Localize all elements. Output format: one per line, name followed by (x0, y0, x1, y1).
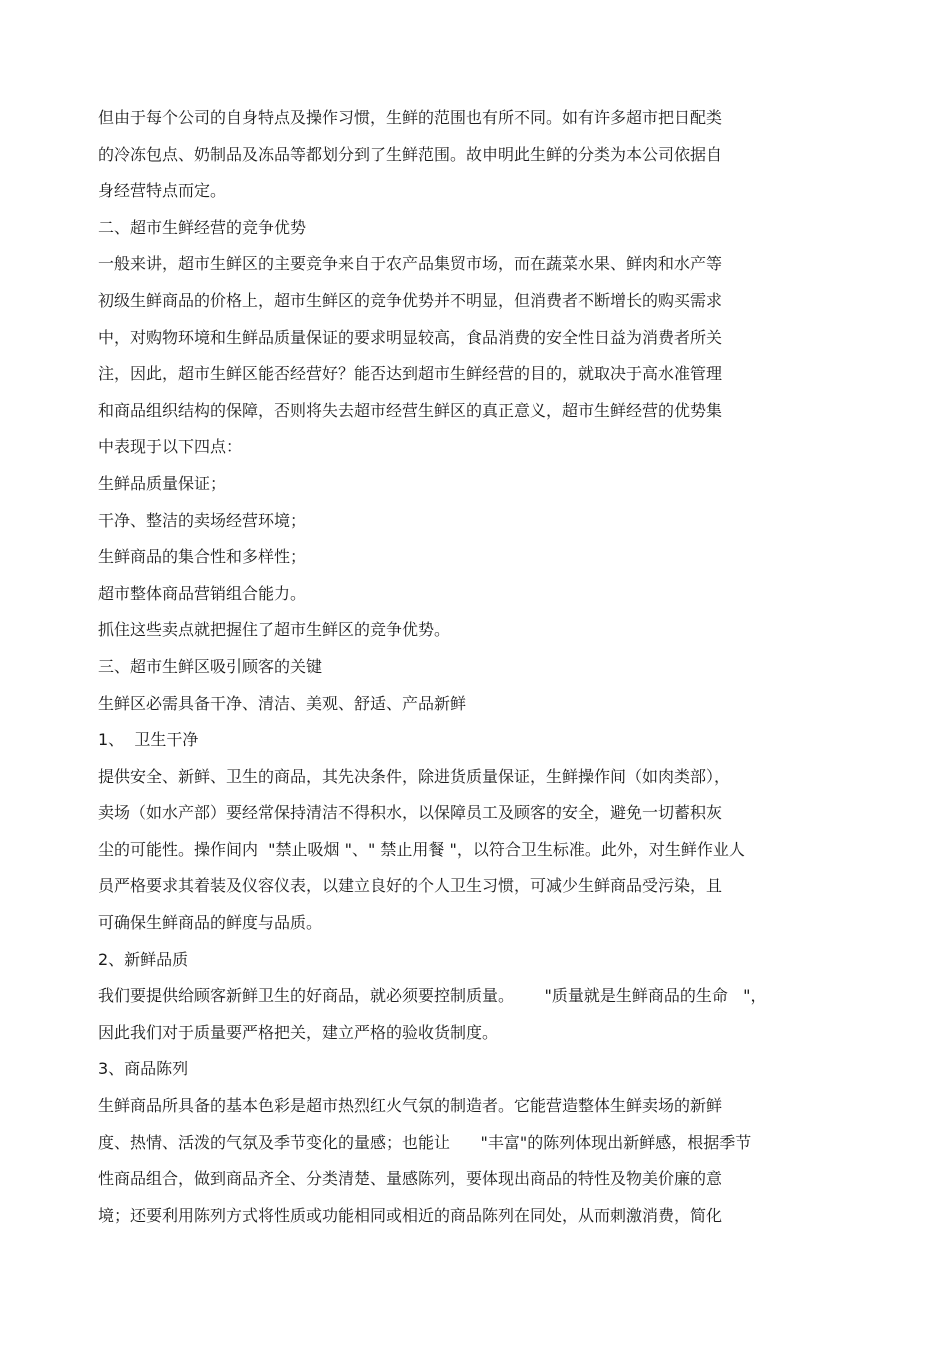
text-line: 员严格要求其着装及仪容仪表，以建立良好的个人卫生习惯，可减少生鲜商品受污染，且 (98, 876, 723, 896)
text-line: 生鲜区必需具备干净、清洁、美观、舒适、产品新鲜 (98, 693, 467, 713)
text-line: 抓住这些卖点就把握住了超市生鲜区的竞争优势。 (98, 620, 451, 640)
text-line: 的冷冻包点、奶制品及冻品等都划分到了生鲜范围。故申明此生鲜的分类为本公司依据自 (98, 144, 723, 164)
document-body (98, 100, 858, 1234)
text-line: 尘的可能性。操作间内 "禁止吸烟 "、" 禁止用餐 "，以符合卫生标准。此外，对生鲜作业人 (98, 839, 745, 859)
text-line: 生鲜商品所具备的基本色彩是超市热烈红火气氛的制造者。它能营造整体生鲜卖场的新鲜 (98, 1096, 723, 1116)
list-item: 生鲜品质量保证； (98, 473, 227, 493)
list-item: 生鲜商品的集合性和多样性； (98, 547, 307, 567)
text-line: 度、热情、活泼的气氛及季节变化的量感；也能让 "丰富"的陈列体现出新鲜感，根据季节 (98, 1132, 752, 1152)
text-line: 中表现于以下四点： (98, 437, 243, 457)
text-line: 卖场（如水产部）要经常保持清洁不得积水，以保障员工及顾客的安全，避免一切蓄积灰 (98, 803, 723, 823)
text-line: 中，对购物环境和生鲜品质量保证的要求明显较高，食品消费的安全性日益为消费者所关 (98, 327, 723, 347)
text-line: 我们要提供给顾客新鲜卫生的好商品，就必须要控制质量。 "质量就是生鲜商品的生命 "， (98, 986, 767, 1006)
text-line: 可确保生鲜商品的鲜度与品质。 (98, 913, 323, 933)
text-line: 身经营特点而定。 (98, 181, 227, 201)
text-line: 和商品组织结构的保障，否则将失去超市经营生鲜区的真正意义，超市生鲜经营的优势集 (98, 400, 723, 420)
list-item: 干净、整洁的卖场经营环境； (98, 510, 307, 530)
text-line: 一般来讲，超市生鲜区的主要竞争来自于农产品集贸市场，而在蔬菜水果、鲜肉和水产等 (98, 254, 723, 274)
text-line: 性商品组合，做到商品齐全、分类清楚、量感陈列，要体现出商品的特性及物美价廉的意 (98, 1169, 723, 1189)
text-line: 境；还要利用陈列方式将性质或功能相同或相近的商品陈列在同处，从而刺激消费，简化 (98, 1205, 723, 1225)
subsection-heading: 2、新鲜品质 (98, 949, 189, 969)
text-line: 但由于每个公司的自身特点及操作习惯，生鲜的范围也有所不同。如有许多超市把日配类 (98, 108, 723, 127)
text-line: 注，因此，超市生鲜区能否经营好？能否达到超市生鲜经营的目的，就取决于高水准管理 (98, 364, 723, 384)
text-line: 因此我们对于质量要严格把关，建立严格的验收货制度。 (98, 1022, 499, 1042)
list-item: 超市整体商品营销组合能力。 (98, 583, 307, 603)
subsection-heading: 1、 卫生干净 (98, 730, 199, 750)
text-line: 提供安全、新鲜、卫生的商品，其先决条件，除进货质量保证，生鲜操作间（如肉类部）， (98, 766, 731, 786)
section-heading: 二、超市生鲜经营的竞争优势 (98, 217, 307, 237)
text-line: 初级生鲜商品的价格上，超市生鲜区的竞争优势并不明显，但消费者不断增长的购买需求 (98, 290, 723, 310)
section-heading: 三、超市生鲜区吸引顾客的关键 (98, 656, 323, 676)
subsection-heading: 3、商品陈列 (98, 1059, 189, 1079)
